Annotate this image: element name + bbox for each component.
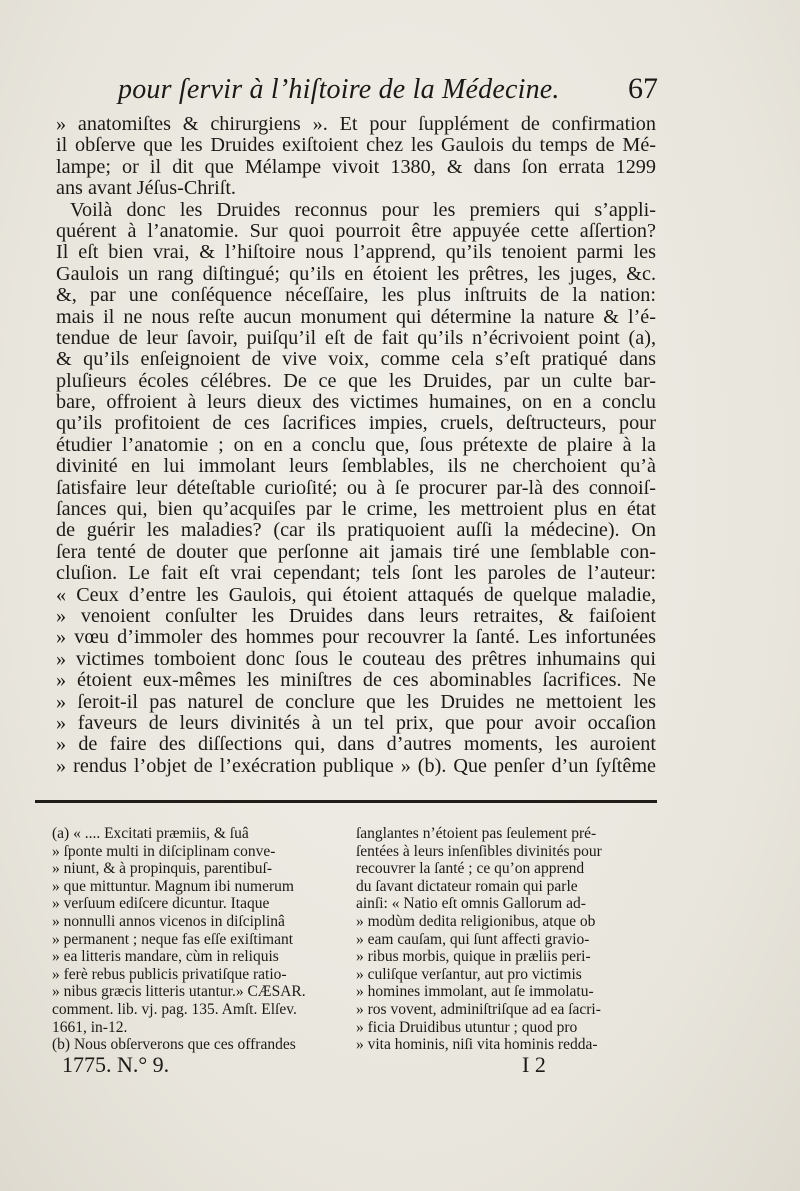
footnote-line: » ribus morbis, quique in præliis peri-: [356, 948, 591, 966]
text-line: bare, offroient à leurs dieux des victimes humaines, on en a conclu: [56, 391, 656, 414]
footnote-line: ainſi: « Natio eſt omnis Gallorum ad-: [356, 895, 586, 913]
footnote-line: » que mittuntur. Magnum ibi numerum: [52, 877, 294, 895]
text-line: » venoient conſulter les Druides dans leurs retraites, & faiſoient: [56, 604, 656, 627]
footnote-line: (a) « .... Excitati præmiis, & ſuâ: [52, 825, 249, 842]
footnote-line: » ferè rebus publicis privatiſque ratio-: [52, 965, 287, 983]
text-line: divinité en lui immolant leurs ſemblables, ils ne cherchoient qu’à: [56, 455, 656, 478]
footnote-line: » niunt, & à propinquis, parentibuſ-: [52, 860, 272, 878]
footnote-line: ſanglantes n’étoient pas ſeulement pré-: [356, 825, 597, 842]
text-line: ſatisfaire leur déteſtable curioſité; ou à ſe procurer par-là des connoiſ-: [56, 476, 656, 499]
footnote-line: » verſuum ediſcere dicuntur. Itaque: [52, 895, 270, 913]
page-footer: [0, 1052, 800, 1082]
text-line: » de faire des diſſections qui, dans d’autres moments, les auroient: [56, 733, 656, 756]
footnote-line: » culiſque verſantur, aut pro victimis: [356, 965, 582, 983]
footnote-line: recouvrer la ſanté ; ce qu’on apprend: [356, 860, 585, 878]
running-title: pour ſervir à l’hiſtoire de la Médecine.: [118, 74, 560, 105]
footnote-line: » vita hominis, niſi vita hominis redda-: [356, 1036, 598, 1054]
text-line: » ſeroit-il pas naturel de conclure que les Druides ne mettoient les: [56, 690, 656, 713]
text-line: il obſerve que les Druides exiſtoient chez les Gaulois du temps de Mé-: [56, 134, 656, 157]
text-line: » rendus l’objet de l’exécration publique » (b). Que penſer d’un ſyſtême: [56, 754, 656, 777]
running-header: [118, 72, 658, 112]
footnote-line: » ea litteris mandare, cùm in reliquis: [52, 948, 279, 966]
text-line: étudier l’anatomie ; on en a conclu que, ſous prétexte de plaire à la: [56, 433, 656, 456]
footnote-line: » eam cauſam, qui ſunt affecti gravio-: [356, 930, 590, 948]
text-line: ans avant Jéſus-Chriſt.: [56, 177, 236, 200]
text-line: ſera tenté de douter que perſonne ait jamais tiré une ſemblable con-: [56, 540, 656, 563]
footnote-line: » nonnulli annos vicenos in diſciplinâ: [52, 912, 285, 930]
footnote-line: » homines immolant, aut ſe immolatu-: [356, 983, 594, 1001]
footnote-line: » ros vovent, adminiſtriſque ad ea ſacri-: [356, 1000, 601, 1018]
footnote-line: » ſponte multi in diſciplinam conve-: [52, 842, 276, 860]
text-line: » victimes tomboient donc ſous le couteau des prêtres inhumains qui: [56, 647, 656, 670]
footnote-rule: [35, 800, 657, 803]
text-line: Gaulois un rang diſtingué; qu’ils en étoient les prêtres, les juges, &c.: [56, 262, 656, 285]
text-line: » faveurs de leurs divinités à un tel prix, que pour avoir occaſion: [56, 711, 656, 734]
footnote-line: 1661, in-12.: [52, 1018, 128, 1036]
footnotes-right-column: [356, 825, 658, 1054]
signature-mark: I 2: [522, 1052, 546, 1077]
footnote-line: (b) Nous obſerverons que ces offrandes: [52, 1036, 296, 1054]
text-line: &, par une conſéquence néceſſaire, les plus inſtruits de la nation:: [56, 284, 656, 307]
text-line: lampe; or il dit que Mélampe vivoit 1380, & dans ſon errata 1299: [56, 155, 656, 178]
footnote-line: ſentées à leurs inſenſibles divinités pour: [356, 842, 602, 860]
text-line: « Ceux d’entre les Gaulois, qui étoient attaqués de quelque maladie,: [56, 583, 656, 606]
text-line: Il eſt bien vrai, & l’hiſtoire nous l’apprend, qu’ils tenoient parmi les: [56, 241, 656, 264]
page-number: 67: [628, 72, 658, 105]
text-line: » anatomiſtes & chirurgiens ». Et pour ſupplément de confirmation: [56, 113, 656, 135]
text-line: qu’ils profitoient de ces ſacrifices impies, cruels, deſtructeurs, pour: [56, 412, 656, 435]
issue-date: 1775. N.° 9.: [62, 1052, 170, 1077]
text-line: Voilà donc les Druides reconnus pour les premiers qui s’appli-: [70, 198, 656, 221]
footnote-line: » ficia Druidibus utuntur ; quod pro: [356, 1018, 578, 1036]
text-line: & qu’ils enſeignoient de vive voix, comme cela s’eſt pratiqué dans: [56, 348, 656, 371]
footnote-line: comment. lib. vj. pag. 135. Amſt. Elſev.: [52, 1000, 297, 1018]
footnotes-left-column: [52, 825, 344, 1054]
text-line: ſances qui, bien qu’acquiſes par le crime, les mettroient plus en état: [56, 498, 656, 521]
text-line: » vœu d’immoler des hommes pour recouvrer la ſanté. Les infortunées: [56, 626, 656, 649]
text-line: cluſion. Le fait eſt vrai cependant; tels ſont les paroles de l’auteur:: [56, 562, 656, 585]
footnote-line: du ſavant dictateur romain qui parle: [356, 877, 578, 895]
text-line: quérent à l’anatomie. Sur quoi pourroit être appuyée cette aſſertion?: [56, 219, 656, 242]
footnote-line: » nibus græcis litteris utantur.» CÆSAR.: [52, 983, 306, 1001]
text-line: mais il ne nous reſte aucun monument qui détermine la nature & l’é-: [56, 305, 656, 328]
main-text: [56, 114, 656, 777]
text-line: » étoient eux-mêmes les miniſtres de ces abominables ſacrifices. Ne: [56, 669, 656, 692]
footnote-line: » permanent ; neque fas eſſe exiſtimant: [52, 930, 294, 948]
text-line: de guérir les maladies? (car ils pratiquoient auſſi la médecine). On: [56, 519, 656, 542]
text-line: tendue de leur ſavoir, puiſqu’il eſt de fait qu’ils n’écrivoient point (a),: [56, 326, 656, 349]
footnote-line: » modùm dedita religionibus, atque ob: [356, 912, 596, 930]
text-line: pluſieurs écoles célébres. De ce que les Druides, par un culte bar-: [56, 369, 656, 392]
